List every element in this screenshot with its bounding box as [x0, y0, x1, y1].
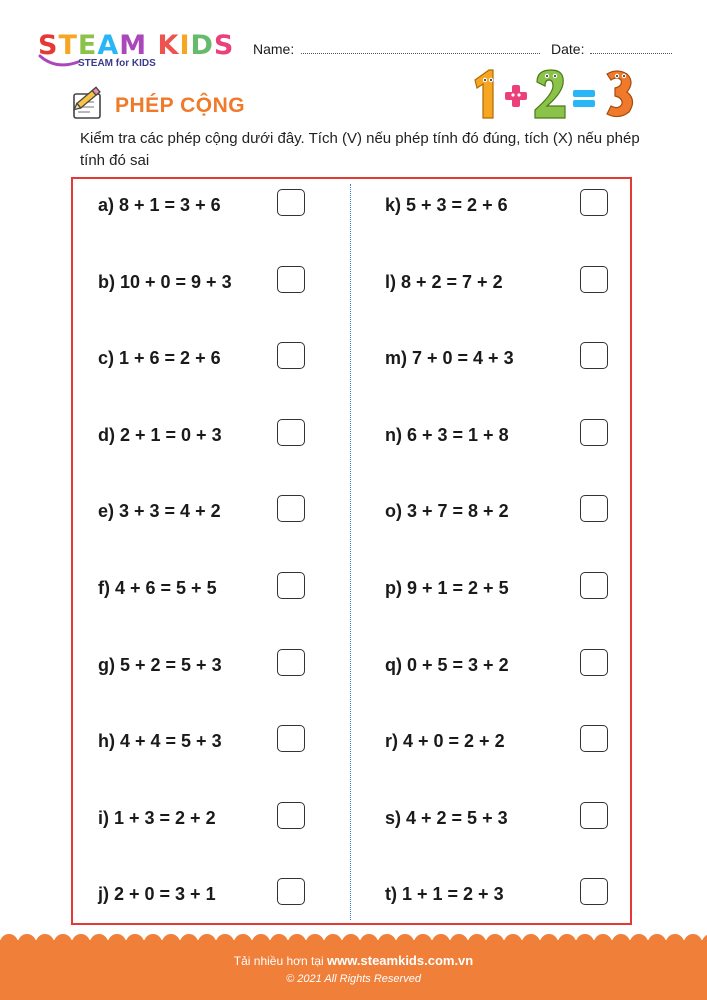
exercise-text: t) 1 + 1 = 2 + 3 [385, 884, 504, 905]
logo-letter [147, 30, 157, 61]
answer-checkbox[interactable] [580, 419, 608, 446]
name-label: Name: [253, 41, 295, 57]
answer-checkbox[interactable] [580, 572, 608, 599]
logo-letter: T [58, 30, 78, 61]
answer-checkbox[interactable] [277, 419, 305, 446]
pencil-paper-icon [68, 86, 108, 122]
logo-letter: K [157, 30, 180, 61]
footer [0, 940, 707, 1000]
exercise-text: n) 6 + 3 = 1 + 8 [385, 424, 509, 445]
logo-letter: I [179, 30, 191, 61]
exercise-text: s) 4 + 2 = 5 + 3 [385, 807, 508, 828]
answer-checkbox[interactable] [277, 649, 305, 676]
exercise-text: d) 2 + 1 = 0 + 3 [98, 424, 222, 445]
answer-checkbox[interactable] [277, 266, 305, 293]
exercise-text: m) 7 + 0 = 4 + 3 [385, 348, 514, 369]
exercise-text: j) 2 + 0 = 3 + 1 [98, 884, 216, 905]
footer-more-prefix: Tải nhiều hơn tại [233, 954, 324, 968]
answer-checkbox[interactable] [277, 572, 305, 599]
exercise-text: h) 4 + 4 = 5 + 3 [98, 731, 222, 752]
steam-kids-logo [38, 30, 235, 69]
footer-site-link[interactable]: www.steamkids.com.vn [327, 953, 474, 968]
logo-letter: E [77, 30, 98, 61]
exercise-text: k) 5 + 3 = 2 + 6 [385, 195, 508, 215]
answer-checkbox[interactable] [580, 802, 608, 829]
answer-checkbox[interactable] [277, 725, 305, 752]
answer-checkbox[interactable] [277, 189, 305, 216]
answer-checkbox[interactable] [580, 495, 608, 522]
exercise-text: a) 8 + 1 = 3 + 6 [98, 195, 221, 215]
logo-letter: S [213, 30, 235, 61]
footer-scallop [0, 933, 707, 947]
exercise-text: q) 0 + 5 = 3 + 2 [385, 654, 509, 675]
answer-checkbox[interactable] [580, 266, 608, 293]
worksheet-title: PHÉP CỘNG [115, 94, 246, 117]
answer-checkbox[interactable] [580, 649, 608, 676]
answer-checkbox[interactable] [277, 495, 305, 522]
logo-letter: M [119, 30, 148, 61]
answer-checkbox[interactable] [277, 342, 305, 369]
answer-checkbox[interactable] [580, 342, 608, 369]
exercise-text: l) 8 + 2 = 7 + 2 [385, 271, 503, 292]
instruction-text: Kiểm tra các phép cộng dưới đây. Tích (V) nếu phép tính đó đúng, tích (X) nếu phép tính đó sai [80, 130, 640, 169]
name-field[interactable] [301, 53, 540, 54]
answer-checkbox[interactable] [580, 878, 608, 905]
logo-letter: A [97, 30, 120, 61]
exercise-text: o) 3 + 7 = 8 + 2 [385, 501, 509, 522]
answer-checkbox[interactable] [277, 878, 305, 905]
answer-checkbox[interactable] [580, 189, 608, 216]
date-field[interactable] [590, 53, 672, 54]
exercise-text: c) 1 + 6 = 2 + 6 [98, 348, 221, 369]
footer-copyright: © 2021 All Rights Reserved [286, 973, 421, 985]
answer-checkbox[interactable] [277, 802, 305, 829]
exercise-text: b) 10 + 0 = 9 + 3 [98, 271, 232, 292]
exercise-text: f) 4 + 6 = 5 + 5 [98, 578, 217, 598]
answer-checkbox[interactable] [580, 725, 608, 752]
logo-swoosh-icon [38, 52, 80, 70]
logo-letter: D [190, 30, 214, 61]
footer-more-line [0, 953, 707, 968]
column-divider [350, 184, 351, 920]
logo-tagline: STEAM for KIDS [78, 58, 156, 69]
logo-letter: S [38, 30, 59, 61]
exercise-text: e) 3 + 3 = 4 + 2 [98, 501, 221, 522]
date-label: Date: [551, 41, 585, 57]
number-characters-illustration [467, 66, 642, 122]
exercise-text: r) 4 + 0 = 2 + 2 [385, 731, 505, 752]
exercise-text: g) 5 + 2 = 5 + 3 [98, 654, 222, 675]
exercise-text: i) 1 + 3 = 2 + 2 [98, 807, 216, 828]
exercise-text: p) 9 + 1 = 2 + 5 [385, 578, 509, 598]
